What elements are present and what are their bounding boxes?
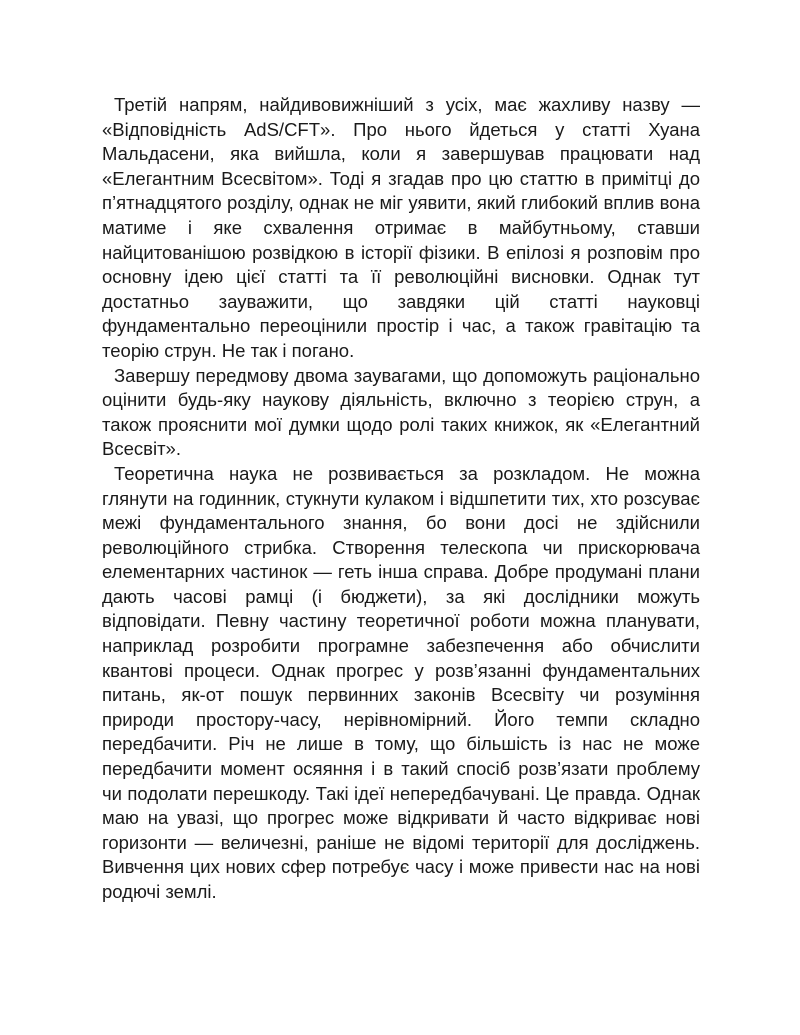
paragraph-preface-remarks: Завершу передмову двома заувагами, що допоможуть раціонально оцінити будь-яку наукову діяльність, включно з теорією струн, а також прояснити мої думки щодо ролі таких книжок, як «Елегантний Всесвіт». xyxy=(102,364,700,460)
paragraph-theoretical-science: Теоретична наука не розвивається за розкладом. Не можна глянути на годинник, стукнути кулаком і відшпетити тих, хто розсуває межі фундаментального знання, бо вони досі не здійснили революційного стрибка. Створення телескопа чи прискорювача елементарних частинок — геть інша справа. Добре продумані плани дають часові рамці (і бюджети), за які дослідники можуть відповідати. Певну частину теоретичної роботи можна планувати, наприклад розробити програмне забезпечення або обчислити квантові процеси. Однак прогрес у розв’язанні фундаментальних питань, як-от пошук первинних законів Всесвіту чи розуміння природи простору-часу, нерівномірний. Його темпи складно передбачити. Річ не лише в тому, що більшість із нас не може передбачити момент осяяння і в такий спосіб розв’язати проблему чи подолати перешкоду. Такі ідеї непередбачувані. Це правда. Однак маю на увазі, що прогрес може відкривати й часто відкриває нові горизонти — величезні, раніше не відомі території для досліджень. Вивчення цих нових сфер потребує часу і може привести нас на нові родючі землі. xyxy=(102,462,700,902)
page-body xyxy=(102,93,700,905)
paragraph-adscft: Третій напрям, найдивовижніший з усіх, має жахливу назву — «Відповідність AdS/CFT». Про нього йдеться у статті Хуана Мальдасени, яка вийшла, коли я завершував працювати над «Елегантним Всесвітом». Тоді я згадав про цю статтю в примітці до п’ятнадцятого розділу, однак не міг уявити, який глибокий вплив вона матиме і яке схвалення отримає в майбутньому, ставши найцитованішою розвідкою в історії фізики. В епілозі я розповім про основну ідею цієї статті та її революційні висновки. Однак тут достатньо зауважити, що завдяки цій статті науковці фундаментально переоцінили простір і час, а також гравітацію та теорію струн. Не так і погано. xyxy=(102,94,700,361)
